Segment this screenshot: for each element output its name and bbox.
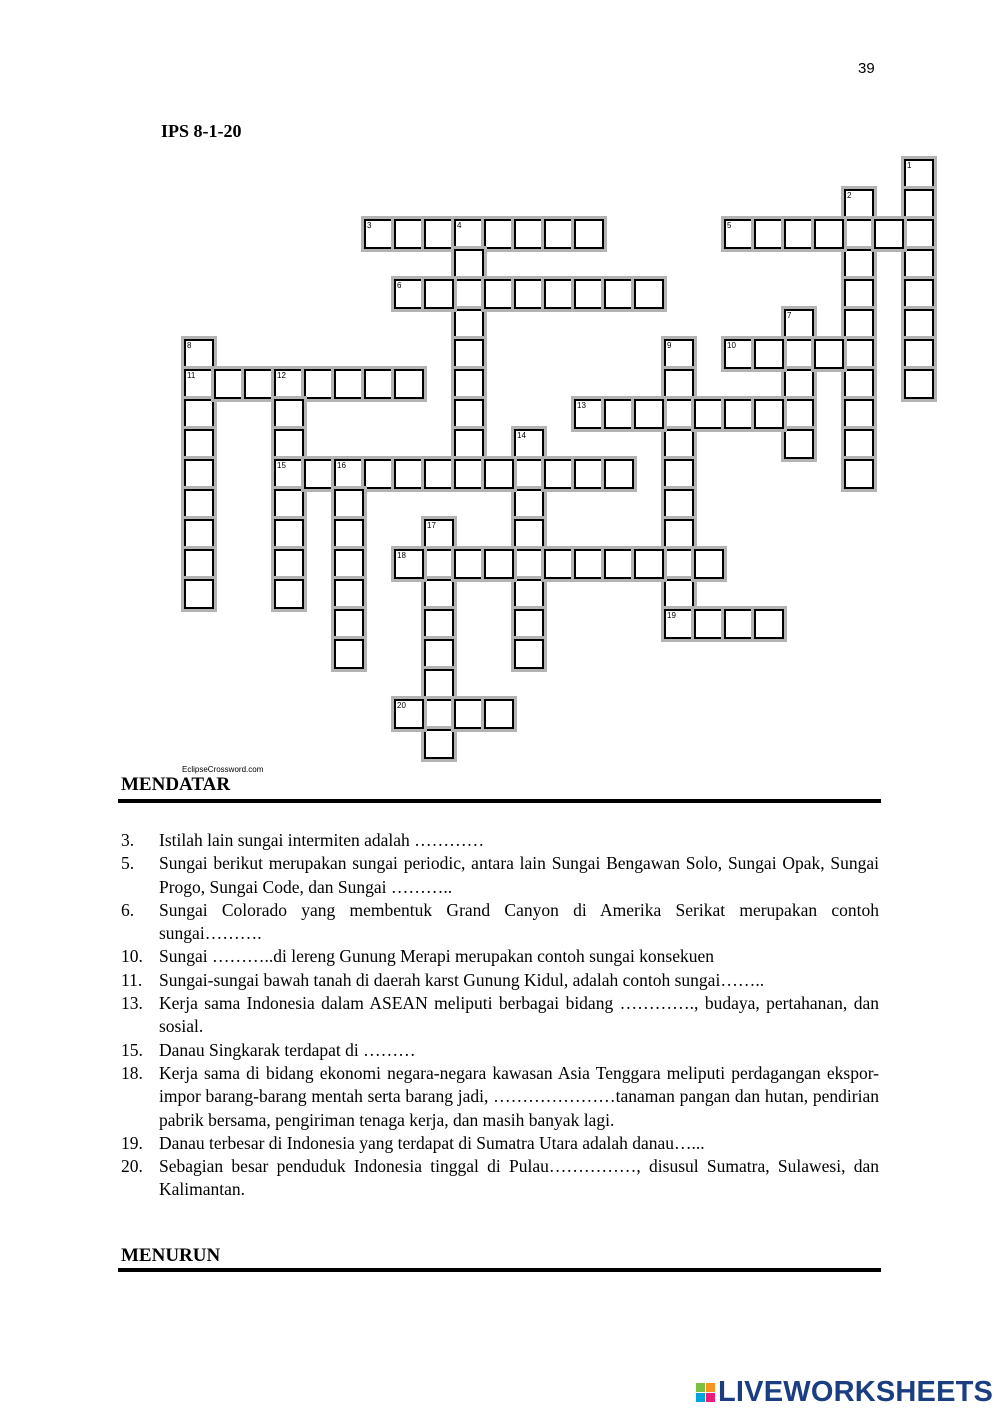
crossword-cell[interactable] bbox=[664, 609, 694, 639]
crossword-cell[interactable] bbox=[844, 279, 874, 309]
crossword-cell[interactable] bbox=[604, 459, 634, 489]
crossword-cell[interactable] bbox=[514, 219, 544, 249]
crossword-cell[interactable] bbox=[454, 339, 484, 369]
crossword-cell[interactable] bbox=[244, 369, 274, 399]
crossword-cell[interactable] bbox=[844, 219, 874, 249]
page-number: 39 bbox=[858, 60, 875, 77]
crossword-cell[interactable] bbox=[904, 279, 934, 309]
crossword-cell[interactable] bbox=[184, 519, 214, 549]
clue-19: 19. Danau terbesar di Indonesia yang terdapat di Sumatra Utara adalah danau…... bbox=[121, 1132, 705, 1153]
crossword-cell[interactable] bbox=[274, 429, 304, 459]
crossword-cell[interactable] bbox=[784, 309, 814, 339]
crossword-cell[interactable] bbox=[424, 459, 454, 489]
crossword-cell[interactable] bbox=[784, 399, 814, 429]
crossword-cell[interactable] bbox=[724, 219, 754, 249]
crossword-cell[interactable] bbox=[454, 249, 484, 279]
crossword-cell[interactable] bbox=[424, 519, 454, 549]
clue-number: 17 bbox=[427, 521, 436, 530]
crossword-cell[interactable] bbox=[844, 369, 874, 399]
crossword-cell[interactable] bbox=[484, 459, 514, 489]
crossword-cell[interactable] bbox=[844, 339, 874, 369]
crossword-cell[interactable] bbox=[844, 249, 874, 279]
worksheet-title: IPS 8-1-20 bbox=[161, 121, 242, 141]
mendatar-clue-list bbox=[121, 829, 879, 1202]
crossword-cell[interactable] bbox=[274, 579, 304, 609]
crossword-cell[interactable] bbox=[544, 459, 574, 489]
clue-number: 3 bbox=[367, 221, 372, 230]
crossword-cell[interactable] bbox=[184, 489, 214, 519]
crossword-cell[interactable] bbox=[364, 459, 394, 489]
crossword-cell[interactable] bbox=[424, 579, 454, 609]
crossword-cell[interactable] bbox=[904, 219, 934, 249]
crossword-cell[interactable] bbox=[574, 279, 604, 309]
crossword-cell[interactable] bbox=[424, 639, 454, 669]
crossword-cell[interactable] bbox=[394, 549, 424, 579]
crossword-cell[interactable] bbox=[634, 279, 664, 309]
crossword-cell[interactable] bbox=[274, 369, 304, 399]
crossword-cell[interactable] bbox=[334, 519, 364, 549]
crossword-cell[interactable] bbox=[184, 459, 214, 489]
clue-11: 11. Sungai-sungai bawah tanah di daerah karst Gunung Kidul, adalah contoh sungai…….. bbox=[121, 969, 765, 990]
clue-10: 10. Sungai ………..di lereng Gunung Merapi merupakan contoh sungai konsekuen bbox=[121, 946, 715, 967]
clue-6: 6. Sungai Colorado yang membentuk Grand Canyon di Amerika Serikat merupakan contoh sungai………. bbox=[121, 899, 879, 944]
crossword-cell[interactable] bbox=[334, 489, 364, 519]
crossword-cell[interactable] bbox=[574, 549, 604, 579]
crossword-cell[interactable] bbox=[754, 219, 784, 249]
crossword-cell[interactable] bbox=[454, 309, 484, 339]
crossword-cell[interactable] bbox=[304, 459, 334, 489]
crossword-cell[interactable] bbox=[844, 399, 874, 429]
clue-number: 12 bbox=[277, 371, 286, 380]
crossword-cell[interactable] bbox=[574, 399, 604, 429]
clue-number: 1 bbox=[907, 161, 912, 170]
crossword-cell[interactable] bbox=[394, 459, 424, 489]
clue-20: 20. Sebagian besar penduduk Indonesia tinggal di Pulau……………, disusul Sumatra, Sulawesi, dan Kalimantan. bbox=[121, 1156, 879, 1200]
clue-number: 6 bbox=[397, 281, 402, 290]
crossword-cell[interactable] bbox=[454, 399, 484, 429]
crossword-cell[interactable] bbox=[574, 219, 604, 249]
crossword-cell[interactable] bbox=[424, 279, 454, 309]
crossword-cell[interactable] bbox=[274, 549, 304, 579]
clue-number: 2 bbox=[847, 191, 852, 200]
crossword-cell[interactable] bbox=[424, 729, 454, 759]
crossword-cell[interactable] bbox=[664, 549, 694, 579]
crossword-cell[interactable] bbox=[514, 429, 544, 459]
clue-number: 5 bbox=[727, 221, 732, 230]
crossword-cell[interactable] bbox=[844, 459, 874, 489]
mendatar-heading: MENDATAR bbox=[121, 774, 231, 795]
logo-square bbox=[706, 1393, 715, 1402]
crossword-cell[interactable] bbox=[334, 579, 364, 609]
crossword-cell[interactable] bbox=[754, 339, 784, 369]
clue-number: 7 bbox=[787, 311, 792, 320]
crossword-cell[interactable] bbox=[664, 489, 694, 519]
crossword-cell[interactable] bbox=[184, 339, 214, 369]
crossword-cell[interactable] bbox=[184, 549, 214, 579]
crossword-cell[interactable] bbox=[604, 549, 634, 579]
crossword-cell[interactable] bbox=[484, 219, 514, 249]
crossword-cell[interactable] bbox=[844, 429, 874, 459]
clue-number: 18 bbox=[397, 551, 406, 560]
crossword-cell[interactable] bbox=[454, 699, 484, 729]
crossword-cell[interactable] bbox=[514, 549, 544, 579]
crossword-cell[interactable] bbox=[814, 219, 844, 249]
logo-square bbox=[696, 1393, 705, 1402]
crossword-cell[interactable] bbox=[364, 369, 394, 399]
crossword-cell[interactable] bbox=[304, 369, 334, 399]
crossword-cell[interactable] bbox=[424, 699, 454, 729]
crossword-cell[interactable] bbox=[184, 579, 214, 609]
crossword-cell[interactable] bbox=[334, 609, 364, 639]
clue-number: 14 bbox=[517, 431, 526, 440]
crossword-cell[interactable] bbox=[514, 459, 544, 489]
crossword-cell[interactable] bbox=[904, 339, 934, 369]
clue-18: 18. Kerja sama di bidang ekonomi negara-negara kawasan Asia Tenggara meliputi perdagangan ekspor-impor barang-barang mentah serta barang jadi, …………………tanaman pangan dan hutan, pendirian pabrik bersama, pengiriman tenaga kerja, dan masih banyak lagi. bbox=[121, 1062, 879, 1130]
menurun-heading: MENURUN bbox=[121, 1245, 221, 1266]
crossword-cell[interactable] bbox=[514, 489, 544, 519]
crossword-cell[interactable] bbox=[724, 339, 754, 369]
clue-number: 11 bbox=[187, 371, 196, 380]
crossword-cell[interactable] bbox=[514, 519, 544, 549]
crossword-cell[interactable] bbox=[424, 549, 454, 579]
clue-number: 13 bbox=[577, 401, 586, 410]
clue-number: 8 bbox=[187, 341, 192, 350]
crossword-cell[interactable] bbox=[904, 159, 934, 189]
crossword-cell[interactable] bbox=[514, 579, 544, 609]
crossword-cell[interactable] bbox=[784, 339, 814, 369]
crossword-cell[interactable] bbox=[274, 519, 304, 549]
clue-5: 5. Sungai berikut merupakan sungai periodic, antara lain Sungai Bengawan Solo, Sungai Opak, Sungai Progo, Sungai Code, dan Sungai ……….. bbox=[121, 853, 879, 897]
crossword-cell[interactable] bbox=[904, 369, 934, 399]
crossword-cell[interactable] bbox=[604, 399, 634, 429]
crossword-cell[interactable] bbox=[664, 579, 694, 609]
crossword-cell[interactable] bbox=[814, 339, 844, 369]
crossword-cell[interactable] bbox=[184, 369, 214, 399]
crossword-cell[interactable] bbox=[394, 219, 424, 249]
crossword-cell[interactable] bbox=[694, 609, 724, 639]
crossword-cell[interactable] bbox=[334, 639, 364, 669]
crossword-cell[interactable] bbox=[844, 309, 874, 339]
crossword-cell[interactable] bbox=[544, 549, 574, 579]
clue-number: 19 bbox=[667, 611, 676, 620]
crossword-cell[interactable] bbox=[664, 459, 694, 489]
clue-number: 10 bbox=[727, 341, 736, 350]
crossword-cell[interactable] bbox=[394, 279, 424, 309]
crossword-cell[interactable] bbox=[784, 429, 814, 459]
crossword-cell[interactable] bbox=[544, 219, 574, 249]
logo-square bbox=[696, 1383, 705, 1392]
crossword-cell[interactable] bbox=[214, 369, 244, 399]
liveworksheets-brand bbox=[696, 1376, 993, 1409]
crossword-cell[interactable] bbox=[784, 369, 814, 399]
crossword-cell[interactable] bbox=[274, 399, 304, 429]
crossword-cell[interactable] bbox=[784, 219, 814, 249]
crossword-cell[interactable] bbox=[904, 309, 934, 339]
crossword-cell[interactable] bbox=[754, 609, 784, 639]
crossword-cell[interactable] bbox=[664, 429, 694, 459]
crossword-cell[interactable] bbox=[334, 459, 364, 489]
crossword-cell[interactable] bbox=[514, 639, 544, 669]
crossword-cell[interactable] bbox=[604, 279, 634, 309]
crossword-cell[interactable] bbox=[454, 369, 484, 399]
crossword-cell[interactable] bbox=[694, 549, 724, 579]
crossword-cell[interactable] bbox=[484, 549, 514, 579]
crossword-cell[interactable] bbox=[664, 399, 694, 429]
clue-number: 15 bbox=[277, 461, 286, 470]
liveworksheets-logo-icon bbox=[696, 1383, 715, 1402]
crossword-cell[interactable] bbox=[724, 609, 754, 639]
crossword-cell[interactable] bbox=[664, 519, 694, 549]
brand-text: LIVEWORKSHEETS bbox=[718, 1376, 994, 1408]
crossword-cell[interactable] bbox=[184, 399, 214, 429]
clue-15: 15. Danau Singkarak terdapat di ……… bbox=[121, 1039, 416, 1060]
crossword-cell[interactable] bbox=[484, 279, 514, 309]
crossword-cell[interactable] bbox=[424, 669, 454, 699]
crossword-cell[interactable] bbox=[484, 699, 514, 729]
crossword-cell[interactable] bbox=[904, 249, 934, 279]
mendatar-rule bbox=[118, 799, 881, 803]
clue-number: 9 bbox=[667, 341, 672, 350]
crossword-cell[interactable] bbox=[424, 219, 454, 249]
crossword-cell[interactable] bbox=[694, 399, 724, 429]
crossword-cell[interactable] bbox=[394, 699, 424, 729]
crossword-cell[interactable] bbox=[514, 609, 544, 639]
crossword-cell[interactable] bbox=[574, 459, 604, 489]
crossword-cell[interactable] bbox=[334, 369, 364, 399]
crossword-cell[interactable] bbox=[334, 549, 364, 579]
crossword-cell[interactable] bbox=[754, 399, 784, 429]
crossword-cell[interactable] bbox=[454, 459, 484, 489]
crossword-cell[interactable] bbox=[544, 279, 574, 309]
crossword-credit: EclipseCrossword.com bbox=[182, 765, 264, 774]
logo-square bbox=[706, 1383, 715, 1392]
crossword-cell[interactable] bbox=[394, 369, 424, 399]
crossword-cell[interactable] bbox=[664, 339, 694, 369]
clue-3: 3. Istilah lain sungai intermiten adalah ………… bbox=[121, 830, 485, 850]
crossword-cell[interactable] bbox=[904, 189, 934, 219]
crossword-cell[interactable] bbox=[634, 399, 664, 429]
crossword-cell[interactable] bbox=[514, 279, 544, 309]
crossword-cell[interactable] bbox=[664, 369, 694, 399]
clue-number: 16 bbox=[337, 461, 346, 470]
clue-number: 4 bbox=[457, 221, 462, 230]
crossword-cell[interactable] bbox=[724, 399, 754, 429]
crossword-cell[interactable] bbox=[454, 429, 484, 459]
crossword-cell[interactable] bbox=[874, 219, 904, 249]
clue-13: 13. Kerja sama Indonesia dalam ASEAN meliputi berbagai bidang …………., budaya, pertahanan, dan sosial. bbox=[121, 993, 879, 1037]
clue-number: 20 bbox=[397, 701, 406, 710]
crossword-cell[interactable] bbox=[454, 219, 484, 249]
crossword-cell[interactable] bbox=[424, 609, 454, 639]
crossword-cell[interactable] bbox=[454, 549, 484, 579]
crossword-cell[interactable] bbox=[364, 219, 394, 249]
crossword-cell[interactable] bbox=[274, 489, 304, 519]
crossword-cell[interactable] bbox=[844, 189, 874, 219]
crossword-cell[interactable] bbox=[274, 459, 304, 489]
crossword-cell[interactable] bbox=[634, 549, 664, 579]
crossword-cell[interactable] bbox=[454, 279, 484, 309]
crossword-cell[interactable] bbox=[184, 429, 214, 459]
menurun-rule bbox=[118, 1268, 881, 1272]
